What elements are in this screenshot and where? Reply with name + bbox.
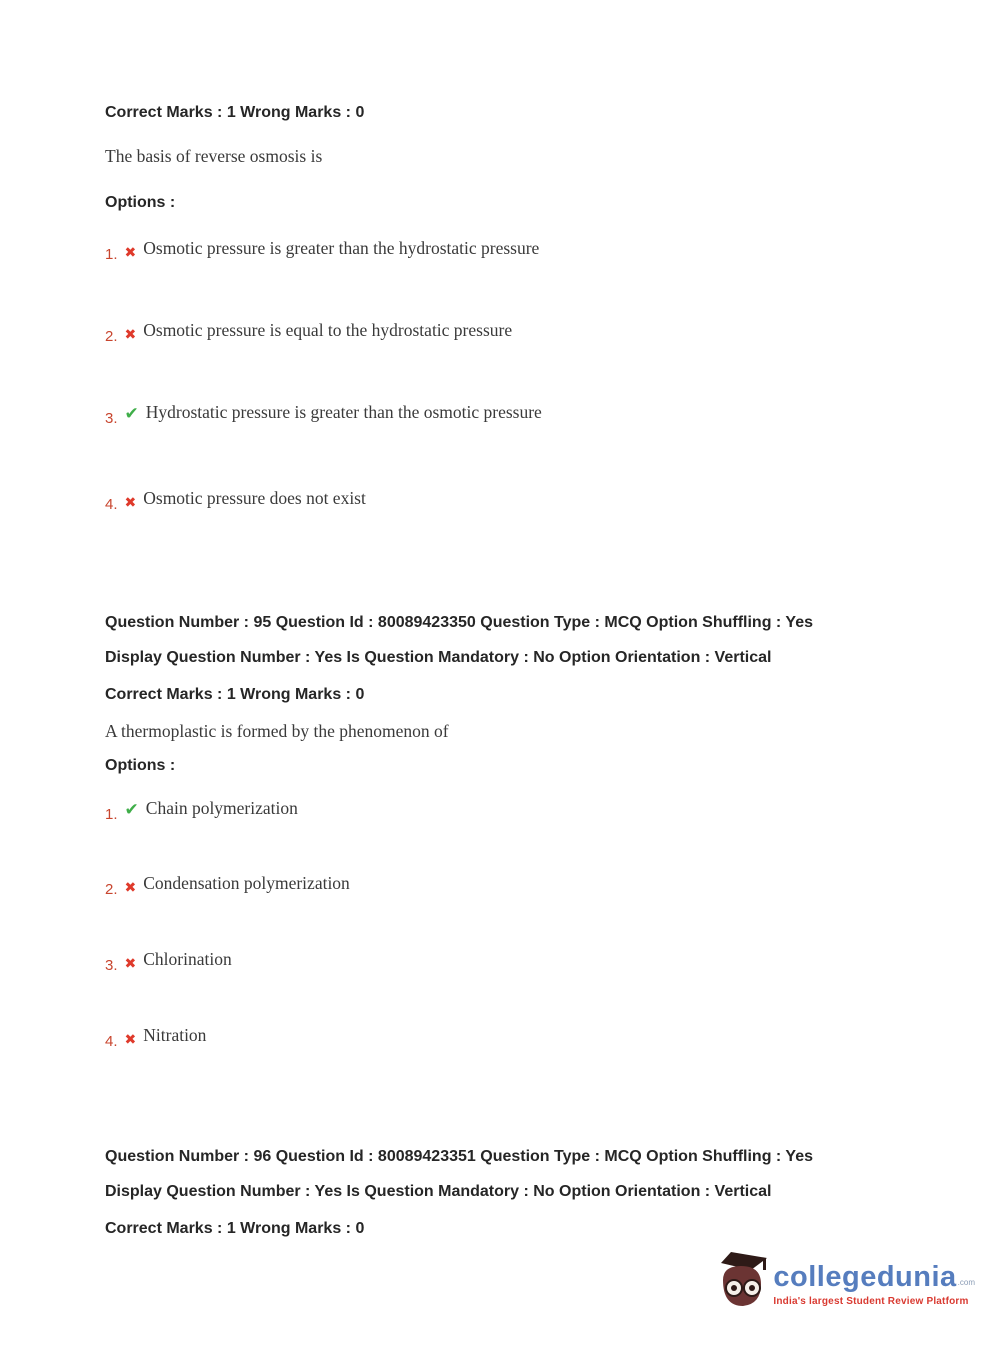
option-row xyxy=(105,486,961,514)
option-number: 4. xyxy=(105,1033,118,1050)
logo-text xyxy=(773,1250,975,1307)
option-number: 3. xyxy=(105,410,118,427)
check-icon: ✔ xyxy=(124,404,139,424)
option-text: Osmotic pressure does not exist xyxy=(143,488,366,508)
page-content xyxy=(0,102,1001,1240)
option-row xyxy=(105,400,961,428)
option-row xyxy=(105,236,961,264)
marks-line: Correct Marks : 1 Wrong Marks : 0 xyxy=(105,104,365,121)
option-row xyxy=(105,871,961,899)
brand-tagline: India's largest Student Review Platform xyxy=(773,1296,969,1307)
question-header-line: Question Number : 95 Question Id : 80089423350 Question Type : MCQ Option Shuffling : Yes xyxy=(105,614,813,631)
option-text: Chain polymerization xyxy=(145,798,298,818)
options-label: Options : xyxy=(105,194,176,211)
option-text: Condensation polymerization xyxy=(143,873,350,893)
brand-name: collegedunia xyxy=(773,1261,957,1293)
cross-icon: ✖ xyxy=(124,880,137,896)
question-text: The basis of reverse osmosis is xyxy=(105,146,323,166)
option-number: 2. xyxy=(105,881,118,898)
marks-line: Correct Marks : 1 Wrong Marks : 0 xyxy=(105,686,365,703)
question-text: A thermoplastic is formed by the phenomenon of xyxy=(105,721,449,741)
cross-icon: ✖ xyxy=(124,1032,137,1048)
option-row xyxy=(105,796,961,824)
option-number: 3. xyxy=(105,957,118,974)
option-number: 4. xyxy=(105,496,118,513)
cross-icon: ✖ xyxy=(124,956,137,972)
option-text: Hydrostatic pressure is greater than the osmotic pressure xyxy=(145,402,542,422)
marks-line: Correct Marks : 1 Wrong Marks : 0 xyxy=(105,1220,365,1237)
option-text: Chlorination xyxy=(143,949,232,969)
cross-icon: ✖ xyxy=(124,495,137,511)
option-number: 2. xyxy=(105,328,118,345)
question-header-line: Display Question Number : Yes Is Question Mandatory : No Option Orientation : Vertical xyxy=(105,1183,772,1200)
question-header-line: Question Number : 96 Question Id : 80089423351 Question Type : MCQ Option Shuffling : Yes xyxy=(105,1148,813,1165)
brand-tld: .com xyxy=(957,1278,975,1287)
option-row xyxy=(105,318,961,346)
option-text: Nitration xyxy=(143,1025,207,1045)
option-number: 1. xyxy=(105,246,118,263)
check-icon: ✔ xyxy=(124,800,139,820)
option-row xyxy=(105,1023,961,1051)
question-header-line: Display Question Number : Yes Is Question Mandatory : No Option Orientation : Vertical xyxy=(105,649,772,666)
collegedunia-mascot-icon xyxy=(717,1250,769,1312)
option-text: Osmotic pressure is greater than the hydrostatic pressure xyxy=(143,238,540,258)
option-text: Osmotic pressure is equal to the hydrostatic pressure xyxy=(143,320,513,340)
option-number: 1. xyxy=(105,806,118,823)
cross-icon: ✖ xyxy=(124,327,137,343)
collegedunia-logo xyxy=(717,1250,975,1312)
cross-icon: ✖ xyxy=(124,245,137,261)
options-label: Options : xyxy=(105,757,176,774)
option-row xyxy=(105,947,961,975)
